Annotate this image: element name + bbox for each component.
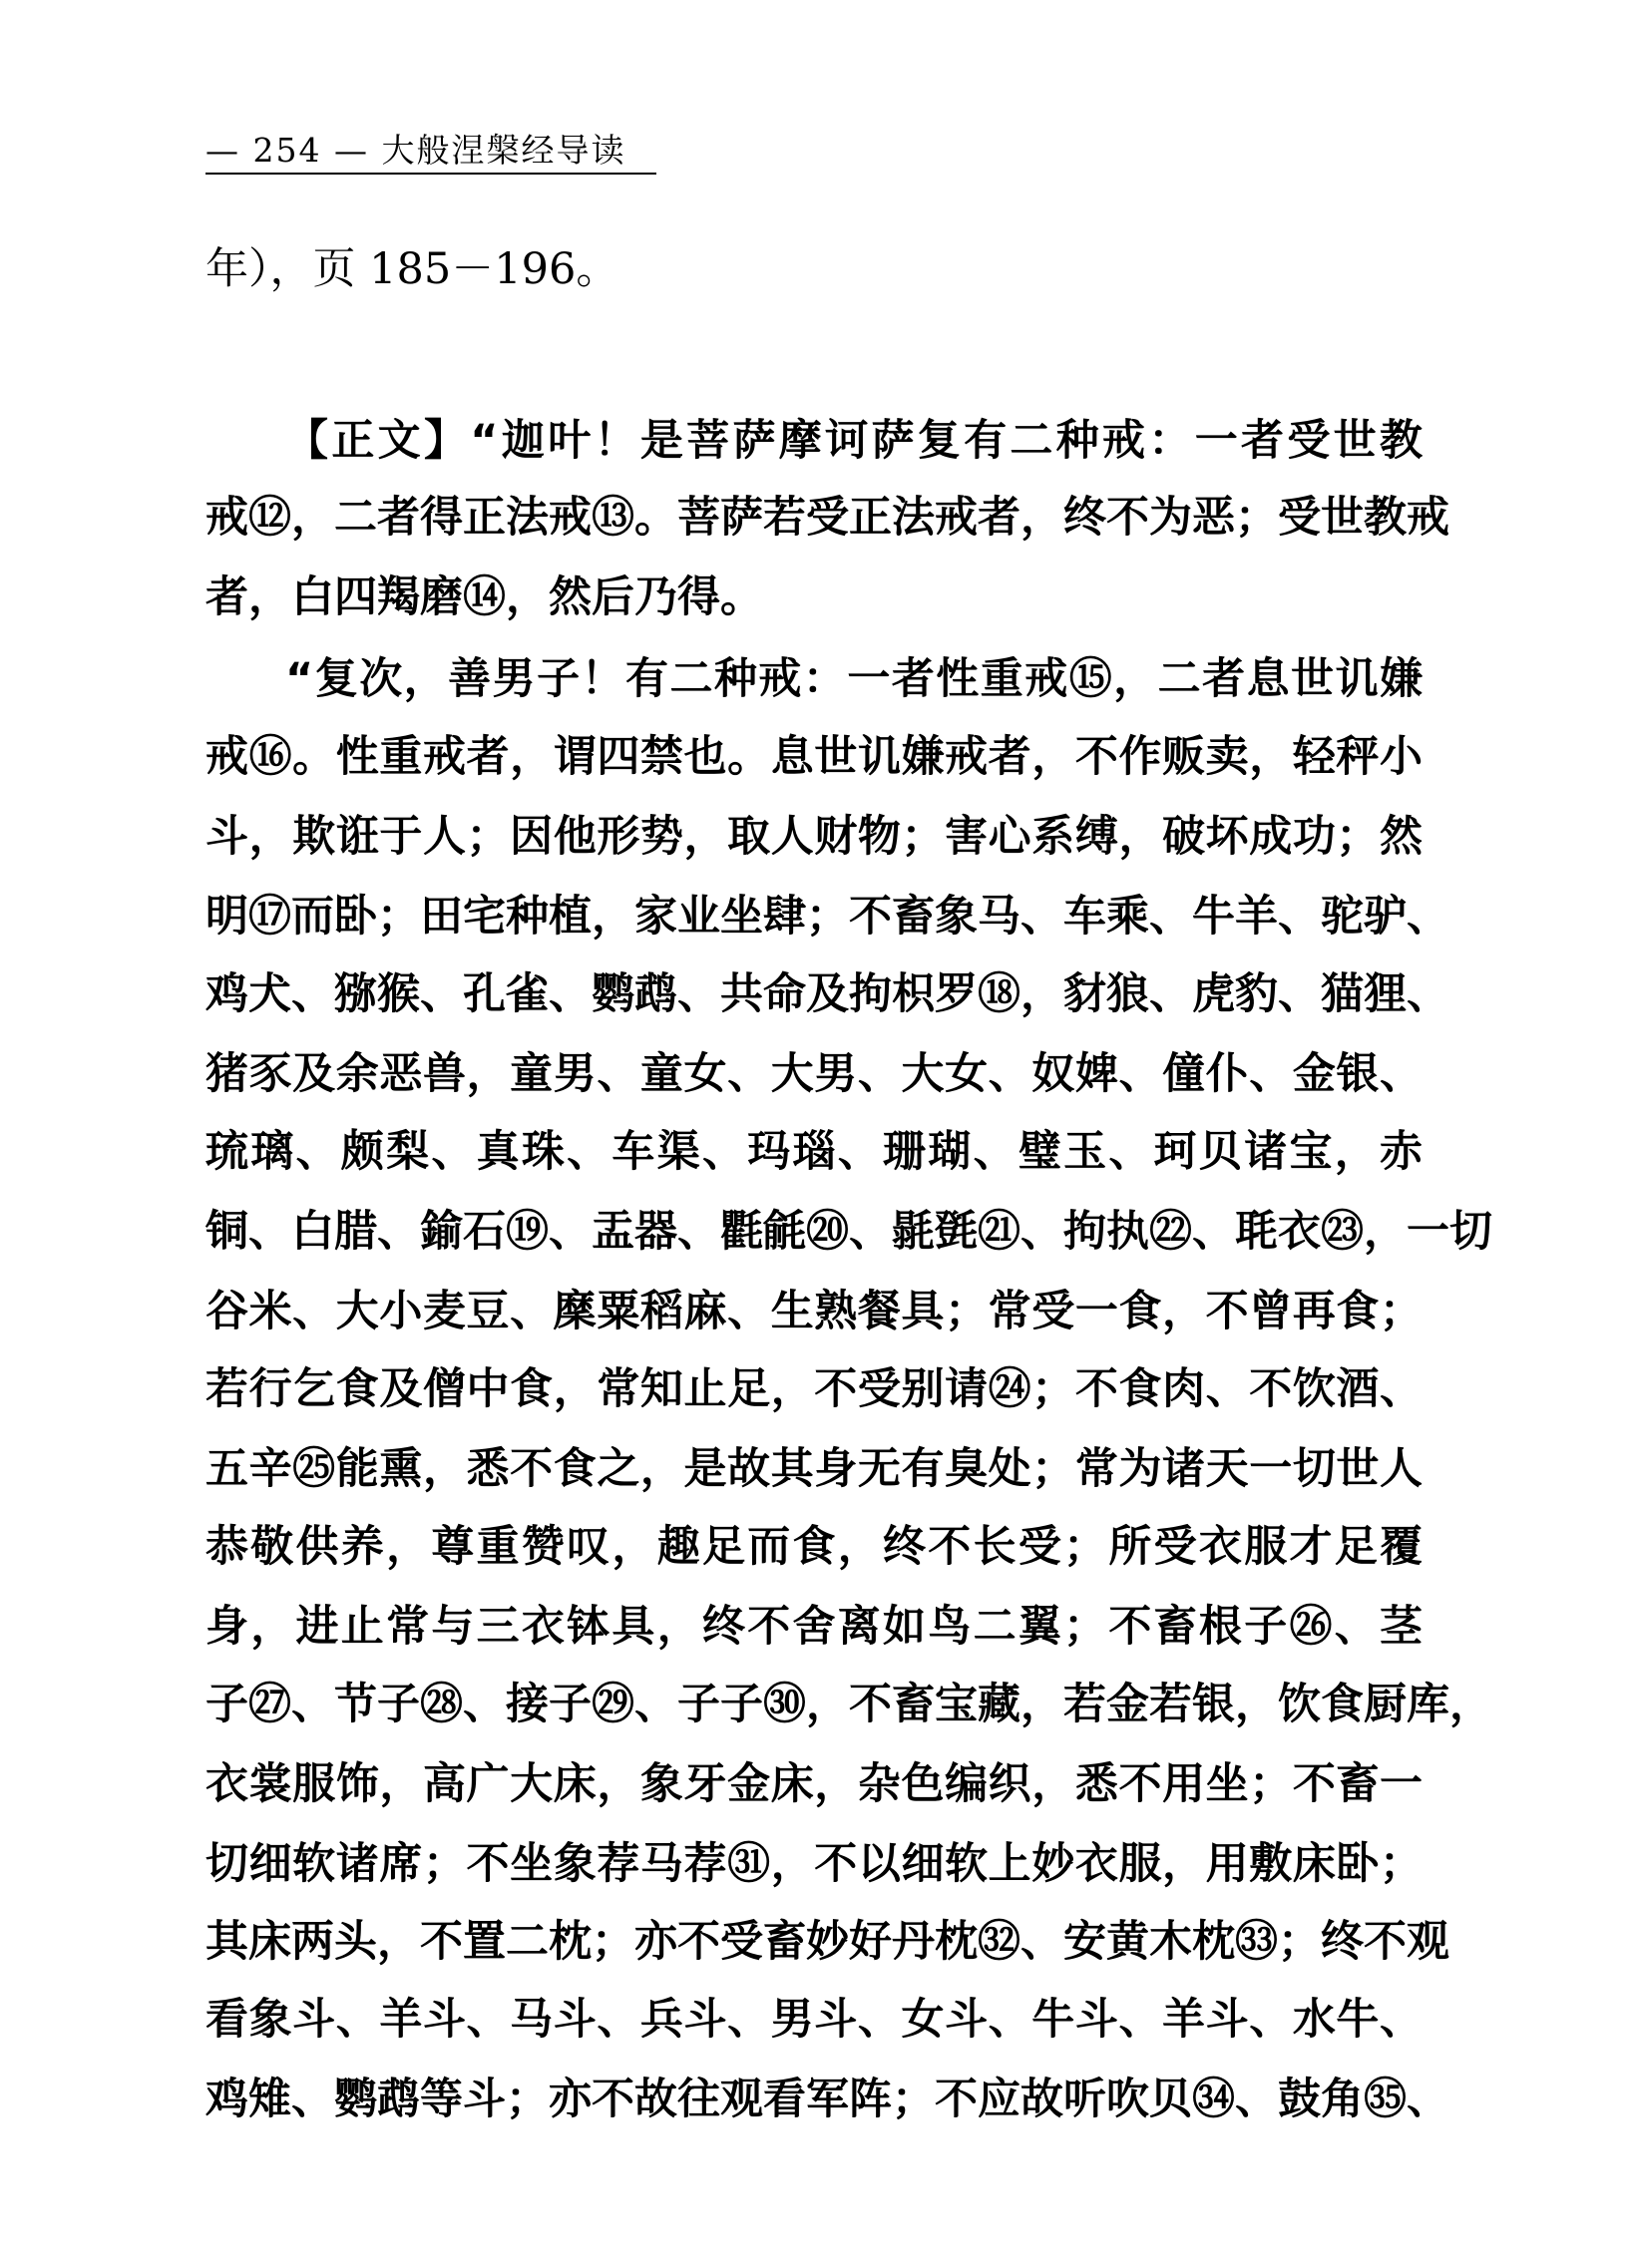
text-line-18: 衣裳服饰，高广大床，象牙金床，杂色编织，悉不用坐；不畜一	[205, 1759, 1423, 1809]
text-line-17: 子㉗、节子㉘、接子㉙、子子㉚，不畜宝藏，若金若银，饮食厨库，	[205, 1680, 1492, 1729]
text-line-5: 戒⑯。性重戒者，谓四禁也。息世讥嫌戒者，不作贩卖，轻秤小	[205, 732, 1423, 782]
text-line-8: 鸡犬、猕猴、孔雀、鹦鹉、共命及拘枳罗⑱，豺狼、虎豹、猫狸、	[205, 969, 1449, 1019]
text-line-11: 铜、白腊、鍮石⑲、盂器、氍毹⑳、毾㲪㉑、拘执㉒、毦衣㉓，一切	[205, 1207, 1492, 1257]
text-line-12: 谷米、大小麦豆、穈粟稻麻、生熟餐具；常受一食，不曾再食；	[205, 1287, 1423, 1336]
text-line-20: 其床两头，不置二枕；亦不受畜妙好丹枕㉜、安黄木枕㉝；终不观	[205, 1917, 1449, 1967]
header-text: — 254 — 大般涅槃经导读	[205, 131, 626, 170]
text-line-3: 者，白四羯磨⑭，然后乃得。	[205, 572, 763, 622]
text-line-0: 年），页 185－196。	[205, 244, 619, 294]
text-line-13: 若行乞食及僧中食，常知止足，不受别请㉔；不食肉、不饮酒、	[205, 1364, 1423, 1414]
text-line-15: 恭敬供养，尊重赞叹，趣足而食，终不长受；所受衣服才足覆	[205, 1522, 1423, 1572]
text-line-4: “复次，善男子！有二种戒：一者性重戒⑮，二者息世讥嫌	[285, 654, 1423, 704]
text-line-9: 猪豕及余恶兽，童男、童女、大男、大女、奴婢、僮仆、金银、	[205, 1049, 1423, 1099]
header-rule	[205, 173, 656, 175]
text-line-16: 身，进止常与三衣钵具，终不舍离如鸟二翼；不畜根子㉖、茎	[205, 1602, 1423, 1652]
text-line-7: 明⑰而卧；田宅种植，家业坐肆；不畜象马、车乘、牛羊、驼驴、	[205, 892, 1449, 942]
text-line-22: 鸡雉、鹦鹉等斗；亦不故往观看军阵；不应故听吹贝㉞、鼓角㉟、	[205, 2075, 1449, 2124]
text-line-19: 切细软诸席；不坐象荐马荐㉛，不以细软上妙衣服，用敷床卧；	[205, 1839, 1423, 1889]
text-line-2: 戒⑫，二者得正法戒⑬。菩萨若受正法戒者，终不为恶；受世教戒	[205, 493, 1449, 543]
text-line-1: 【正文】“迦叶！是菩萨摩诃萨复有二种戒：一者受世教	[285, 416, 1423, 466]
text-line-10: 琉璃、颇梨、真珠、车渠、玛瑙、珊瑚、璧玉、珂贝诸宝，赤	[205, 1127, 1423, 1177]
text-line-21: 看象斗、羊斗、马斗、兵斗、男斗、女斗、牛斗、羊斗、水牛、	[205, 1995, 1423, 2045]
text-line-14: 五辛㉕能熏，悉不食之，是故其身无有臭处；常为诸天一切世人	[205, 1444, 1423, 1494]
text-line-6: 斗，欺诳于人；因他形势，取人财物；害心系缚，破坏成功；然	[205, 812, 1423, 862]
running-header	[205, 125, 656, 172]
